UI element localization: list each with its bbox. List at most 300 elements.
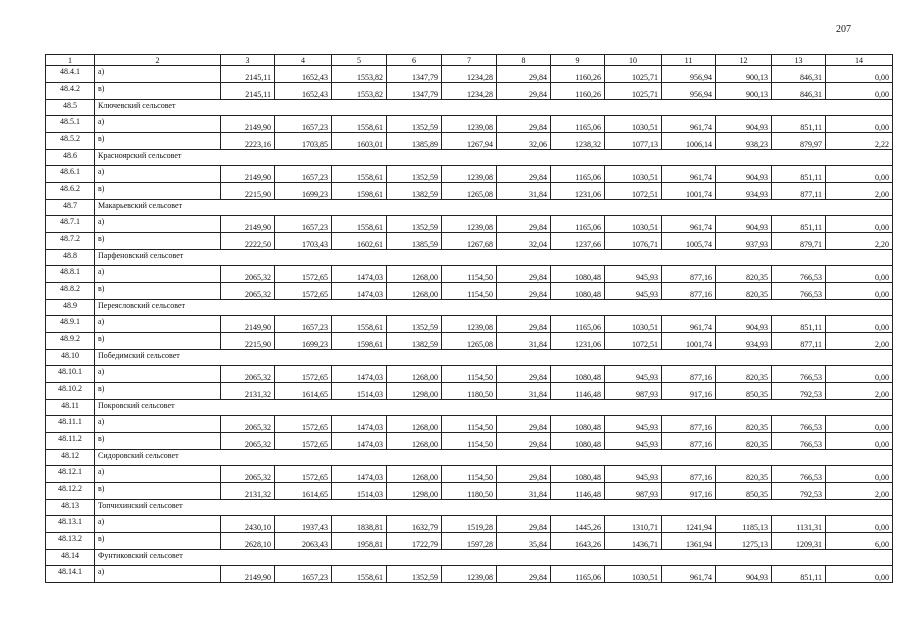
column-number: 10 [605,55,662,66]
row-label: а) [95,216,221,233]
value-cell: 31,84 [497,183,551,200]
value-cell: 29,84 [497,516,551,533]
value-cell: 945,93 [605,366,662,383]
section-name: Ключевский сельсовет [95,100,893,116]
row-code: 48.9.2 [46,333,95,350]
value-cell: 1165,06 [551,166,605,183]
value-cell: 820,35 [716,416,772,433]
row-code: 48.7.1 [46,216,95,233]
value-cell: 1268,00 [387,266,442,283]
row-label: а) [95,266,221,283]
column-number: 8 [497,55,551,66]
value-cell: 820,35 [716,266,772,283]
value-cell: 1154,50 [442,366,497,383]
value-cell: 1352,59 [387,316,442,333]
value-cell: 1474,03 [332,433,387,450]
row-label: в) [95,83,221,100]
value-cell: 961,74 [662,566,716,583]
value-cell: 2,00 [826,383,893,400]
value-cell: 1937,43 [275,516,332,533]
value-cell: 1234,28 [442,83,497,100]
value-cell: 0,00 [826,566,893,583]
row-code: 48.12.2 [46,483,95,500]
value-cell: 851,11 [772,116,826,133]
section-code: 48.10 [46,350,95,366]
table-row [46,516,893,533]
value-cell: 1558,61 [332,566,387,583]
value-cell: 1239,08 [442,166,497,183]
table-row [46,333,893,350]
value-cell: 1553,82 [332,66,387,83]
value-cell: 1234,28 [442,66,497,83]
value-cell: 1352,59 [387,166,442,183]
row-code: 48.9.1 [46,316,95,333]
value-cell: 766,53 [772,466,826,483]
value-cell: 1080,48 [551,266,605,283]
value-cell: 917,16 [662,483,716,500]
row-label: в) [95,483,221,500]
value-cell: 35,84 [497,533,551,550]
value-cell: 0,00 [826,316,893,333]
value-cell: 851,11 [772,316,826,333]
value-cell: 1652,43 [275,83,332,100]
column-number: 14 [826,55,893,66]
section-name: Покровский сельсовет [95,400,893,416]
value-cell: 1154,50 [442,416,497,433]
column-number: 6 [387,55,442,66]
value-cell: 1602,61 [332,233,387,250]
row-label: а) [95,166,221,183]
value-cell: 2065,32 [221,366,275,383]
table-row [46,316,893,333]
value-cell: 1722,79 [387,533,442,550]
value-cell: 1598,61 [332,333,387,350]
column-number: 7 [442,55,497,66]
row-label: в) [95,183,221,200]
value-cell: 31,84 [497,483,551,500]
section-code: 48.11 [46,400,95,416]
value-cell: 1275,13 [716,533,772,550]
value-cell: 1514,03 [332,483,387,500]
table-row [46,133,893,150]
value-cell: 1237,66 [551,233,605,250]
value-cell: 1514,03 [332,383,387,400]
table-row [46,216,893,233]
section-row [46,150,893,166]
value-cell: 1239,08 [442,116,497,133]
value-cell: 850,35 [716,383,772,400]
value-cell: 2149,90 [221,566,275,583]
value-cell: 1154,50 [442,433,497,450]
value-cell: 1445,26 [551,516,605,533]
value-cell: 961,74 [662,216,716,233]
row-code: 48.6.1 [46,166,95,183]
value-cell: 1474,03 [332,416,387,433]
value-cell: 1001,74 [662,333,716,350]
value-cell: 2131,32 [221,383,275,400]
value-cell: 877,16 [662,366,716,383]
value-cell: 0,00 [826,466,893,483]
value-cell: 2065,32 [221,266,275,283]
value-cell: 937,93 [716,233,772,250]
value-cell: 1077,13 [605,133,662,150]
row-code: 48.4.2 [46,83,95,100]
value-cell: 945,93 [605,433,662,450]
value-cell: 0,00 [826,266,893,283]
value-cell: 2145,11 [221,83,275,100]
value-cell: 1603,01 [332,133,387,150]
value-cell: 1268,00 [387,416,442,433]
row-label: в) [95,433,221,450]
value-cell: 1030,51 [605,166,662,183]
section-row [46,550,893,566]
value-cell: 877,16 [662,283,716,300]
value-cell: 29,84 [497,83,551,100]
value-cell: 900,13 [716,83,772,100]
value-cell: 0,00 [826,366,893,383]
row-label: а) [95,516,221,533]
value-cell: 29,84 [497,566,551,583]
table-row [46,416,893,433]
value-cell: 956,94 [662,83,716,100]
section-code: 48.14 [46,550,95,566]
table-row [46,233,893,250]
value-cell: 2,22 [826,133,893,150]
value-cell: 1209,31 [772,533,826,550]
value-cell: 961,74 [662,116,716,133]
value-cell: 1025,71 [605,66,662,83]
header-row [46,55,893,66]
table-row [46,66,893,83]
value-cell: 1030,51 [605,116,662,133]
section-row [46,250,893,266]
value-cell: 1558,61 [332,216,387,233]
value-cell: 1268,00 [387,466,442,483]
value-cell: 766,53 [772,433,826,450]
table-row [46,183,893,200]
value-cell: 2,20 [826,233,893,250]
value-cell: 1231,06 [551,333,605,350]
value-cell: 1268,00 [387,433,442,450]
value-cell: 2145,11 [221,66,275,83]
value-cell: 904,93 [716,116,772,133]
section-name: Макарьевский сельсовет [95,200,893,216]
value-cell: 766,53 [772,283,826,300]
value-cell: 1558,61 [332,316,387,333]
value-cell: 1657,23 [275,316,332,333]
value-cell: 2,00 [826,483,893,500]
value-cell: 1474,03 [332,283,387,300]
row-label: в) [95,533,221,550]
value-cell: 879,97 [772,133,826,150]
value-cell: 934,93 [716,183,772,200]
value-cell: 877,11 [772,333,826,350]
value-cell: 1703,43 [275,233,332,250]
section-row [46,500,893,516]
row-code: 48.14.1 [46,566,95,583]
value-cell: 2065,32 [221,283,275,300]
value-cell: 1165,06 [551,116,605,133]
value-cell: 1838,81 [332,516,387,533]
table-row [46,466,893,483]
value-cell: 29,84 [497,366,551,383]
row-label: а) [95,116,221,133]
value-cell: 1160,26 [551,83,605,100]
value-cell: 1572,65 [275,466,332,483]
value-cell: 0,00 [826,283,893,300]
value-cell: 1298,00 [387,483,442,500]
table-row [46,533,893,550]
value-cell: 877,16 [662,266,716,283]
value-cell: 820,35 [716,283,772,300]
value-cell: 1352,59 [387,116,442,133]
column-number: 3 [221,55,275,66]
row-code: 48.8.2 [46,283,95,300]
section-name: Сидоровский сельсовет [95,450,893,466]
value-cell: 1572,65 [275,433,332,450]
column-number: 12 [716,55,772,66]
value-cell: 934,93 [716,333,772,350]
value-cell: 1958,81 [332,533,387,550]
row-code: 48.13.2 [46,533,95,550]
value-cell: 0,00 [826,166,893,183]
value-cell: 1165,06 [551,566,605,583]
value-cell: 2065,32 [221,416,275,433]
value-cell: 1657,23 [275,566,332,583]
value-cell: 1238,32 [551,133,605,150]
value-cell: 29,84 [497,433,551,450]
row-code: 48.7.2 [46,233,95,250]
value-cell: 877,16 [662,466,716,483]
value-cell: 1239,08 [442,316,497,333]
value-cell: 1474,03 [332,366,387,383]
section-code: 48.6 [46,150,95,166]
value-cell: 1436,71 [605,533,662,550]
value-cell: 2065,32 [221,433,275,450]
value-cell: 29,84 [497,416,551,433]
value-cell: 1030,51 [605,216,662,233]
value-cell: 904,93 [716,316,772,333]
table-row [46,366,893,383]
value-cell: 766,53 [772,266,826,283]
table-body [46,55,893,583]
value-cell: 1382,59 [387,333,442,350]
value-cell: 820,35 [716,433,772,450]
value-cell: 1076,71 [605,233,662,250]
value-cell: 1268,00 [387,283,442,300]
value-cell: 1572,65 [275,266,332,283]
value-cell: 2065,32 [221,466,275,483]
table-row [46,283,893,300]
value-cell: 1005,74 [662,233,716,250]
value-cell: 1030,51 [605,316,662,333]
row-code: 48.13.1 [46,516,95,533]
value-cell: 1474,03 [332,466,387,483]
table-row [46,433,893,450]
value-cell: 1385,59 [387,233,442,250]
value-cell: 820,35 [716,366,772,383]
value-cell: 2223,16 [221,133,275,150]
value-cell: 1632,79 [387,516,442,533]
value-cell: 1385,89 [387,133,442,150]
value-cell: 900,13 [716,66,772,83]
row-code: 48.8.1 [46,266,95,283]
value-cell: 1154,50 [442,283,497,300]
value-cell: 851,11 [772,216,826,233]
value-cell: 0,00 [826,83,893,100]
value-cell: 917,16 [662,383,716,400]
value-cell: 1474,03 [332,266,387,283]
value-cell: 1267,94 [442,133,497,150]
value-cell: 1310,71 [605,516,662,533]
column-number: 5 [332,55,387,66]
value-cell: 956,94 [662,66,716,83]
section-row [46,400,893,416]
value-cell: 1699,23 [275,183,332,200]
value-cell: 766,53 [772,416,826,433]
value-cell: 1154,50 [442,266,497,283]
section-row [46,450,893,466]
value-cell: 1165,06 [551,316,605,333]
value-cell: 1030,51 [605,566,662,583]
value-cell: 879,71 [772,233,826,250]
value-cell: 1553,82 [332,83,387,100]
value-cell: 31,84 [497,333,551,350]
value-cell: 2149,90 [221,216,275,233]
value-cell: 904,93 [716,566,772,583]
section-code: 48.5 [46,100,95,116]
value-cell: 877,16 [662,416,716,433]
value-cell: 29,84 [497,266,551,283]
section-row [46,100,893,116]
value-cell: 32,06 [497,133,551,150]
row-code: 48.11.2 [46,433,95,450]
value-cell: 1239,08 [442,216,497,233]
value-cell: 1614,65 [275,483,332,500]
value-cell: 1597,28 [442,533,497,550]
section-row [46,200,893,216]
section-code: 48.9 [46,300,95,316]
section-name: Переясловский сельсовет [95,300,893,316]
value-cell: 1265,08 [442,183,497,200]
value-cell: 945,93 [605,266,662,283]
table-row [46,266,893,283]
value-cell: 1080,48 [551,416,605,433]
value-cell: 1268,00 [387,366,442,383]
value-cell: 1643,26 [551,533,605,550]
value-cell: 29,84 [497,283,551,300]
value-cell: 904,93 [716,216,772,233]
value-cell: 1352,59 [387,566,442,583]
row-label: а) [95,566,221,583]
row-code: 48.5.2 [46,133,95,150]
row-code: 48.12.1 [46,466,95,483]
value-cell: 961,74 [662,316,716,333]
value-cell: 29,84 [497,466,551,483]
row-label: а) [95,466,221,483]
value-cell: 1657,23 [275,116,332,133]
row-label: а) [95,66,221,83]
value-cell: 2063,43 [275,533,332,550]
value-cell: 961,74 [662,166,716,183]
row-label: а) [95,416,221,433]
value-cell: 1572,65 [275,416,332,433]
value-cell: 1614,65 [275,383,332,400]
value-cell: 846,31 [772,83,826,100]
value-cell: 1558,61 [332,166,387,183]
value-cell: 2,00 [826,333,893,350]
row-code: 48.4.1 [46,66,95,83]
value-cell: 1241,94 [662,516,716,533]
value-cell: 29,84 [497,316,551,333]
value-cell: 0,00 [826,66,893,83]
value-cell: 1154,50 [442,466,497,483]
value-cell: 1265,08 [442,333,497,350]
value-cell: 1598,61 [332,183,387,200]
table-row [46,166,893,183]
column-number: 2 [95,55,221,66]
row-label: в) [95,133,221,150]
value-cell: 1347,79 [387,66,442,83]
section-code: 48.8 [46,250,95,266]
table-row [46,483,893,500]
column-number: 4 [275,55,332,66]
value-cell: 1239,08 [442,566,497,583]
value-cell: 0,00 [826,116,893,133]
value-cell: 1080,48 [551,366,605,383]
value-cell: 877,16 [662,433,716,450]
row-label: в) [95,233,221,250]
value-cell: 29,84 [497,116,551,133]
value-cell: 1180,50 [442,483,497,500]
value-cell: 1165,06 [551,216,605,233]
row-label: а) [95,316,221,333]
row-label: в) [95,283,221,300]
value-cell: 945,93 [605,416,662,433]
value-cell: 29,84 [497,166,551,183]
row-label: в) [95,333,221,350]
value-cell: 1131,31 [772,516,826,533]
section-name: Топчихинский сельсовет [95,500,893,516]
value-cell: 1347,79 [387,83,442,100]
tariff-table [45,54,893,583]
section-code: 48.13 [46,500,95,516]
value-cell: 2215,90 [221,333,275,350]
value-cell: 2628,10 [221,533,275,550]
value-cell: 851,11 [772,566,826,583]
value-cell: 2149,90 [221,166,275,183]
value-cell: 2222,50 [221,233,275,250]
value-cell: 1699,23 [275,333,332,350]
value-cell: 29,84 [497,66,551,83]
row-code: 48.11.1 [46,416,95,433]
row-label: а) [95,366,221,383]
value-cell: 792,53 [772,483,826,500]
section-code: 48.7 [46,200,95,216]
table-row [46,383,893,400]
table-row [46,566,893,583]
value-cell: 1146,48 [551,383,605,400]
value-cell: 31,84 [497,383,551,400]
value-cell: 1072,51 [605,183,662,200]
value-cell: 1160,26 [551,66,605,83]
value-cell: 1080,48 [551,466,605,483]
value-cell: 1001,74 [662,183,716,200]
value-cell: 1267,68 [442,233,497,250]
section-name: Красноярский сельсовет [95,150,893,166]
value-cell: 1382,59 [387,183,442,200]
value-cell: 987,93 [605,383,662,400]
